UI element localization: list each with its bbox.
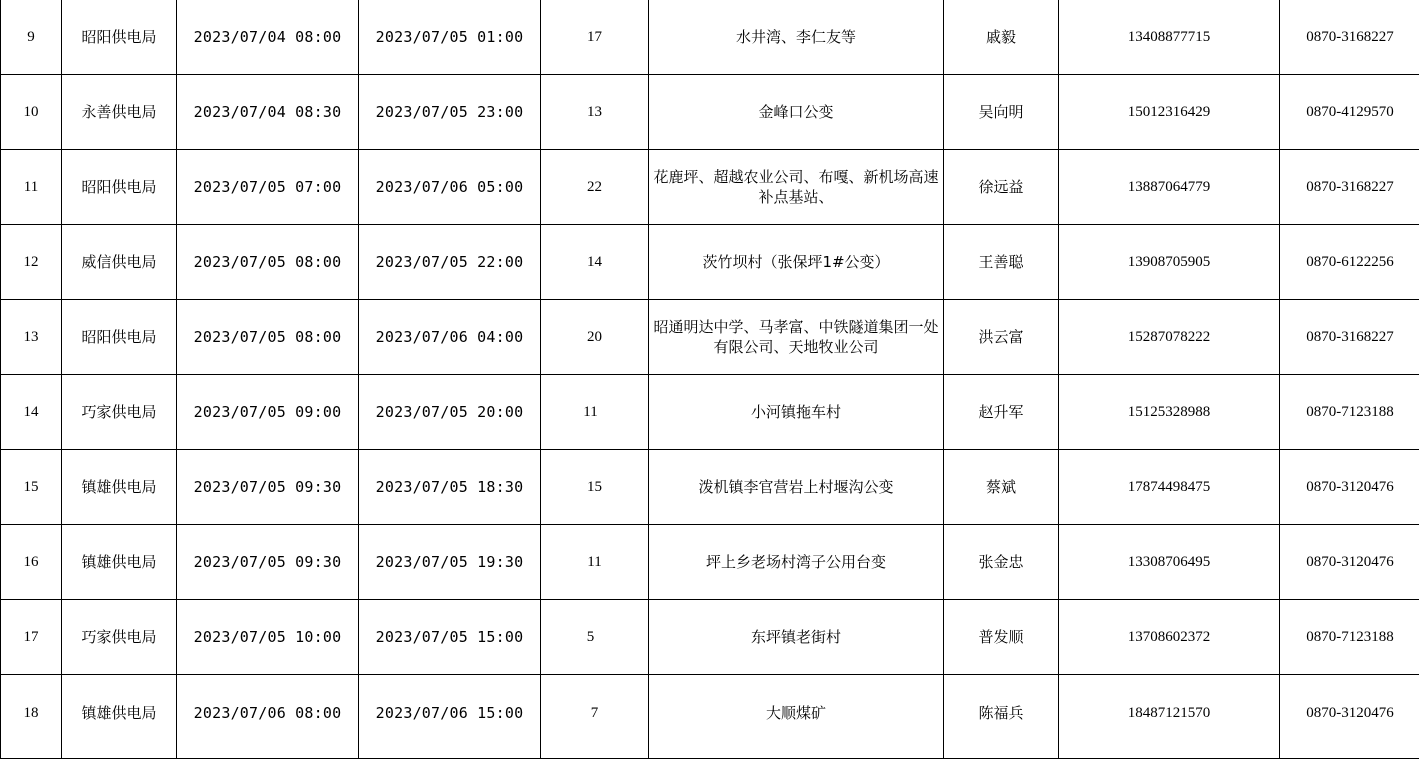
start-time-cell: 2023/07/04 08:30 (177, 75, 359, 150)
outage-area-cell: 花鹿坪、超越农业公司、布嘎、新机场高速补点基站、 (649, 150, 944, 225)
mobile-number-cell: 18487121570 (1059, 675, 1280, 759)
duration-cell: 11 (541, 375, 649, 450)
office-phone-cell: 0870-7123188 (1280, 600, 1419, 675)
office-phone-cell: 0870-7123188 (1280, 375, 1419, 450)
end-time-cell: 2023/07/06 15:00 (359, 675, 541, 759)
start-time-cell: 2023/07/06 08:00 (177, 675, 359, 759)
table-body (1, 0, 1419, 759)
table-row (1, 150, 1419, 225)
row-number-cell: 12 (1, 225, 62, 300)
office-phone-cell: 0870-3168227 (1280, 150, 1419, 225)
duration-cell: 15 (541, 450, 649, 525)
table-row (1, 525, 1419, 600)
mobile-number-cell: 13408877715 (1059, 0, 1280, 75)
end-time-cell: 2023/07/05 15:00 (359, 600, 541, 675)
office-phone-cell: 0870-3120476 (1280, 450, 1419, 525)
start-time-cell: 2023/07/05 10:00 (177, 600, 359, 675)
contact-person-cell: 洪云富 (944, 300, 1059, 375)
mobile-number-cell: 13908705905 (1059, 225, 1280, 300)
row-number-cell: 16 (1, 525, 62, 600)
contact-person-cell: 张金忠 (944, 525, 1059, 600)
mobile-number-cell: 15287078222 (1059, 300, 1280, 375)
office-phone-cell: 0870-3120476 (1280, 675, 1419, 759)
table-row (1, 225, 1419, 300)
outage-area-cell: 东坪镇老街村 (649, 600, 944, 675)
contact-person-cell: 普发顺 (944, 600, 1059, 675)
contact-person-cell: 陈福兵 (944, 675, 1059, 759)
power-bureau-cell: 镇雄供电局 (62, 525, 177, 600)
mobile-number-cell: 17874498475 (1059, 450, 1280, 525)
outage-area-cell: 水井湾、李仁友等 (649, 0, 944, 75)
power-bureau-cell: 镇雄供电局 (62, 450, 177, 525)
duration-cell: 22 (541, 150, 649, 225)
row-number-cell: 17 (1, 600, 62, 675)
row-number-cell: 11 (1, 150, 62, 225)
outage-area-cell: 金峰口公变 (649, 75, 944, 150)
mobile-number-cell: 13708602372 (1059, 600, 1280, 675)
power-bureau-cell: 巧家供电局 (62, 600, 177, 675)
office-phone-cell: 0870-3120476 (1280, 525, 1419, 600)
start-time-cell: 2023/07/05 08:00 (177, 225, 359, 300)
row-number-cell: 14 (1, 375, 62, 450)
mobile-number-cell: 13308706495 (1059, 525, 1280, 600)
power-bureau-cell: 巧家供电局 (62, 375, 177, 450)
row-number-cell: 18 (1, 675, 62, 759)
office-phone-cell: 0870-6122256 (1280, 225, 1419, 300)
table-row (1, 675, 1419, 759)
end-time-cell: 2023/07/05 23:00 (359, 75, 541, 150)
duration-cell: 5 (541, 600, 649, 675)
contact-person-cell: 戚毅 (944, 0, 1059, 75)
table-row (1, 375, 1419, 450)
duration-cell: 20 (541, 300, 649, 375)
row-number-cell: 9 (1, 0, 62, 75)
power-bureau-cell: 威信供电局 (62, 225, 177, 300)
mobile-number-cell: 15012316429 (1059, 75, 1280, 150)
end-time-cell: 2023/07/05 20:00 (359, 375, 541, 450)
end-time-cell: 2023/07/05 01:00 (359, 0, 541, 75)
start-time-cell: 2023/07/05 08:00 (177, 300, 359, 375)
start-time-cell: 2023/07/04 08:00 (177, 0, 359, 75)
contact-person-cell: 赵升军 (944, 375, 1059, 450)
duration-cell: 14 (541, 225, 649, 300)
table-row (1, 0, 1419, 75)
power-bureau-cell: 永善供电局 (62, 75, 177, 150)
table-row (1, 600, 1419, 675)
end-time-cell: 2023/07/05 22:00 (359, 225, 541, 300)
office-phone-cell: 0870-3168227 (1280, 300, 1419, 375)
row-number-cell: 15 (1, 450, 62, 525)
end-time-cell: 2023/07/05 19:30 (359, 525, 541, 600)
contact-person-cell: 蔡斌 (944, 450, 1059, 525)
power-bureau-cell: 昭阳供电局 (62, 150, 177, 225)
office-phone-cell: 0870-4129570 (1280, 75, 1419, 150)
end-time-cell: 2023/07/06 04:00 (359, 300, 541, 375)
office-phone-cell: 0870-3168227 (1280, 0, 1419, 75)
mobile-number-cell: 15125328988 (1059, 375, 1280, 450)
end-time-cell: 2023/07/05 18:30 (359, 450, 541, 525)
row-number-cell: 13 (1, 300, 62, 375)
outage-area-cell: 小河镇拖车村 (649, 375, 944, 450)
start-time-cell: 2023/07/05 07:00 (177, 150, 359, 225)
duration-cell: 17 (541, 0, 649, 75)
start-time-cell: 2023/07/05 09:00 (177, 375, 359, 450)
contact-person-cell: 徐远益 (944, 150, 1059, 225)
power-bureau-cell: 昭阳供电局 (62, 0, 177, 75)
duration-cell: 13 (541, 75, 649, 150)
duration-cell: 11 (541, 525, 649, 600)
table-row (1, 300, 1419, 375)
outage-area-cell: 茨竹坝村（张保坪1#公变） (649, 225, 944, 300)
table-row (1, 75, 1419, 150)
duration-cell: 7 (541, 675, 649, 759)
power-bureau-cell: 昭阳供电局 (62, 300, 177, 375)
contact-person-cell: 吴向明 (944, 75, 1059, 150)
outage-area-cell: 昭通明达中学、马孝富、中铁隧道集团一处有限公司、天地牧业公司 (649, 300, 944, 375)
start-time-cell: 2023/07/05 09:30 (177, 450, 359, 525)
end-time-cell: 2023/07/06 05:00 (359, 150, 541, 225)
outage-area-cell: 坪上乡老场村湾子公用台变 (649, 525, 944, 600)
row-number-cell: 10 (1, 75, 62, 150)
outage-area-cell: 泼机镇李官营岩上村堰沟公变 (649, 450, 944, 525)
contact-person-cell: 王善聪 (944, 225, 1059, 300)
mobile-number-cell: 13887064779 (1059, 150, 1280, 225)
table-row (1, 450, 1419, 525)
start-time-cell: 2023/07/05 09:30 (177, 525, 359, 600)
outage-area-cell: 大顺煤矿 (649, 675, 944, 759)
power-bureau-cell: 镇雄供电局 (62, 675, 177, 759)
